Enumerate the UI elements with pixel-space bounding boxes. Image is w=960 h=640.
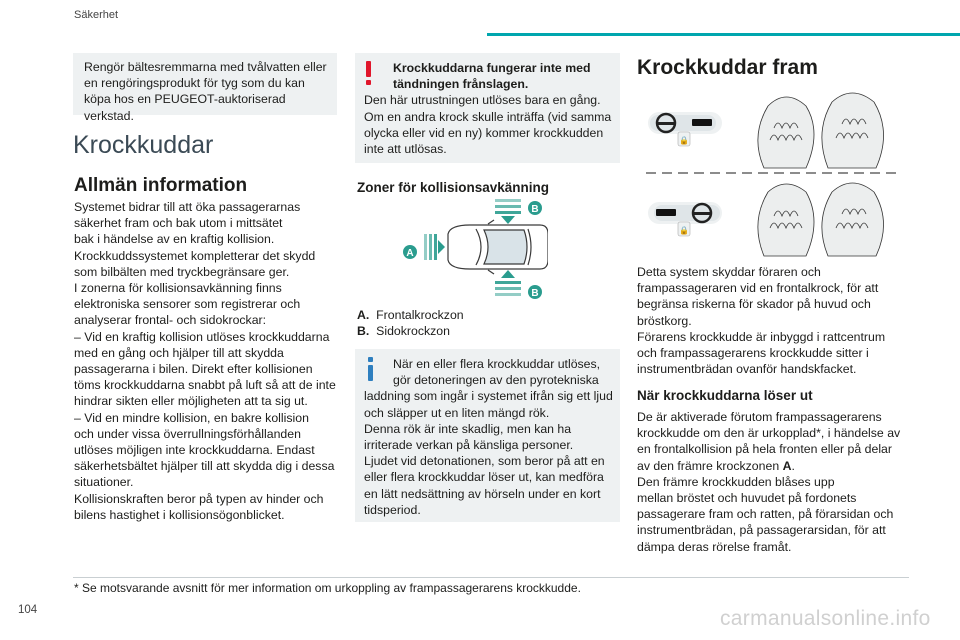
text-line: en frontalkollision på hela fronten eller på delar <box>637 442 892 457</box>
cleaning-note-text: Rengör bältesremmarna med tvålvatten eller en rengöringsprodukt för tyg som du kan köpa hos en PEUGEOT-auktoriserad verkstad. <box>84 60 327 123</box>
info-line: gör detoneringen av den pyrotekniska <box>393 373 599 388</box>
text-line: elektroniska sensorer som registrerar och <box>74 297 301 312</box>
airbag-pair-top <box>758 93 884 168</box>
front-airbags-heading: Krockkuddar fram <box>637 56 818 79</box>
warning-line: inte att utlösas. <box>364 142 447 157</box>
warning-heading-line: tändningen frånslagen. <box>393 77 529 92</box>
warning-heading-line: Krockkuddarna fungerar inte med <box>393 61 591 75</box>
general-info-heading: Allmän information <box>74 175 248 196</box>
text-line: passagerare fram och ratten, på förarsidan och <box>637 507 894 522</box>
info-line: eller flera krockkuddar löser ut, kan medföra <box>364 470 604 485</box>
text-line: Detta system skyddar föraren och <box>637 265 821 279</box>
warning-line: Den här utrustningen utlöses bara en gång. <box>364 93 601 108</box>
text-line: utlöses möjligen inte krockkuddarna. Endast <box>74 443 315 458</box>
info-line: en lätt nedsättning av hörseln under en kort <box>364 486 601 501</box>
text-line: analyserar frontal- och sidokrockar: <box>74 313 267 328</box>
legend-item-b: B. Sidokrockzon <box>357 324 450 338</box>
front-airbags-body <box>637 264 907 377</box>
page-number: 104 <box>18 604 38 616</box>
info-line: Ljudet vid detonationen, som beror på att en <box>364 454 605 469</box>
text-line: krockkudde om den är urkopplad*, i händelse av <box>637 426 901 441</box>
text-line: och frampassagerarens krockkudde sitter i <box>637 346 869 361</box>
text-line: Systemet bidrar till att öka passagerarnas <box>74 200 301 214</box>
car-top-view <box>448 220 548 274</box>
deployment-body <box>637 409 909 555</box>
text-line: Krockkuddssystemet kompletterar det skydd <box>74 248 316 263</box>
text-line: – Vid en kraftig kollision utlöses krockkuddarna <box>74 329 330 344</box>
airbag-pair-bottom <box>758 183 884 256</box>
text-line: hindrar sikten eller möjligheten att ta sig ut. <box>74 394 308 409</box>
info-line: Denna rök är inte skadlig, men kan ha <box>364 421 572 436</box>
text-line: Den främre krockkudden blåses upp <box>637 474 835 489</box>
text-line: begränsa riskerna för skador på huvud och <box>637 297 871 312</box>
text-line: Förarens krockkudde är inbyggd i rattcentrum <box>637 329 886 344</box>
lhd-dashboard <box>648 112 722 146</box>
text-line: – Vid en mindre kollision, en bakre kollision <box>74 410 309 425</box>
watermark: carmanualsonline.info <box>720 607 931 630</box>
warning-line: olycka eller vid en ny) kommer krockkudden <box>364 125 604 140</box>
text-line: töms krockkuddarna snabbt på luft så att de inte <box>74 378 336 393</box>
text-line: och under vissa överrullningsförhållanden <box>74 426 301 441</box>
text-line: passagerarna i bilen. Direkt efter kollisionen <box>74 362 313 377</box>
text-line: De är aktiverade förutom frampassagerarens <box>637 410 882 424</box>
page-header-label: Säkerhet <box>74 9 119 21</box>
zone-label-a <box>403 245 417 259</box>
info-line: irriterade verkan på känsliga personer. <box>364 438 574 453</box>
text-line: Kollisionskraften beror på typen av hinder och <box>74 491 324 506</box>
text-line: bröstkorg. <box>637 313 692 328</box>
warning-box <box>355 53 620 163</box>
zones-legend <box>357 307 464 339</box>
text-line: situationer. <box>74 475 134 490</box>
front-airbags-illustration <box>646 88 896 258</box>
text-line: med en gång och hjälper till att skydda <box>74 345 284 360</box>
svg-text:🔒: 🔒 <box>679 226 689 235</box>
text-line: I zonerna för kollisionsavkänning finns <box>74 281 282 296</box>
text-line: bak i händelse av en kraftig kollision. <box>74 232 275 247</box>
text-line: som bilbälten med tryckbegränsare ger. <box>74 264 290 279</box>
svg-text:🔒: 🔒 <box>679 136 689 145</box>
deployment-heading: När krockkuddarna löser ut <box>637 388 813 403</box>
text-line: bilens hastighet i kollisionsögonblicket. <box>74 507 285 522</box>
info-box <box>355 349 620 522</box>
text-line: säkerhet fram och bak utom i mittsätet <box>74 216 283 231</box>
svg-text:A: A <box>406 248 414 259</box>
side-arrows-bottom <box>495 270 521 296</box>
legend-item-a: A. Frontalkrockzon <box>357 308 464 322</box>
zone-label-b-bottom <box>528 285 542 299</box>
text-line: instrumentbrädan, på passagerarsidan, för att <box>637 523 886 538</box>
text-line: frampassageraren vid en frontalkrock, för att <box>637 281 879 296</box>
info-line: När en eller flera krockkuddar utlöses, <box>393 357 601 371</box>
text-line: dämpa deras rörelse framåt. <box>637 539 792 554</box>
svg-text:B: B <box>531 204 539 215</box>
zones-heading: Zoner för kollisionsavkänning <box>357 180 550 195</box>
front-arrows <box>424 234 445 260</box>
info-line: tidsperiod. <box>364 502 421 517</box>
footnote-divider <box>73 577 909 578</box>
info-line: och släpper ut en liten mängd rök. <box>364 405 550 420</box>
rhd-dashboard <box>648 202 722 236</box>
side-arrows-top <box>495 199 521 224</box>
footnote: * Se motsvarande avsnitt för mer information om urkoppling av frampassagerarens krockkudde. <box>74 581 581 595</box>
general-info-body <box>74 199 340 523</box>
warning-line: Om en andra krock skulle inträffa (vid samma <box>364 109 612 124</box>
info-line: laddning som ingår i systemet ifrån sig ett ljud <box>364 389 613 404</box>
zone-label-b-top <box>528 201 542 215</box>
header-accent-bar <box>487 33 960 36</box>
section-title: Krockkuddar <box>73 131 214 159</box>
text-line: av den främre krockzonen A. <box>637 458 795 473</box>
text-line: instrumentbrädan ovanför handskfacket. <box>637 362 857 377</box>
svg-text:B: B <box>531 288 539 299</box>
cleaning-note-box <box>73 53 337 123</box>
collision-zones-diagram <box>398 196 548 302</box>
text-line: mellan bröstet och huvudet på fordonets <box>637 491 857 506</box>
text-line: säkerhetsbältet hjälper till att skydda dig i dessa <box>74 459 335 474</box>
